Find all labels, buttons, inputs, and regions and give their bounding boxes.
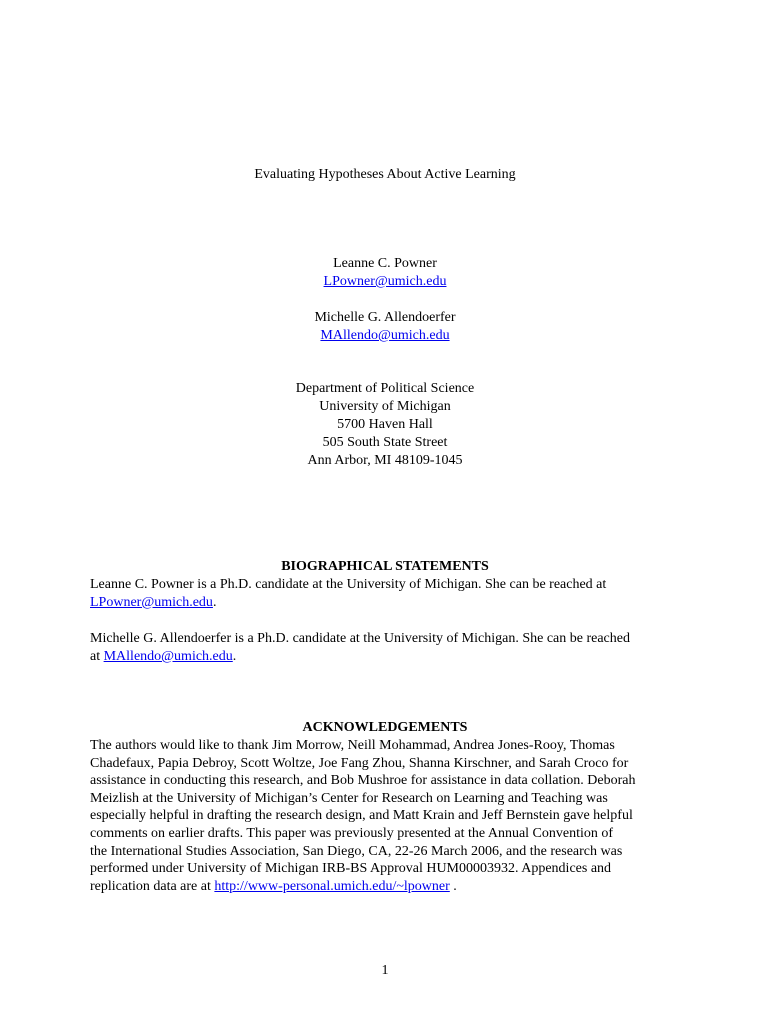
- author-1-email-link[interactable]: LPowner@umich.edu: [323, 274, 447, 289]
- ack-last-prefix: replication data are at: [90, 878, 211, 894]
- ack-line: performed under University of Michigan IRB-BS Approval HUM00003932. Appendices and: [90, 861, 612, 877]
- bio-p1-text: Leanne C. Powner is a Ph.D. candidate at the University of Michigan. She can be reached at: [90, 577, 607, 592]
- ack-paragraph: [90, 737, 680, 895]
- ack-line: The authors would like to thank Jim Morrow, Neill Mohammad, Andrea Jones-Rooy, Thomas: [90, 738, 615, 753]
- author-2-name: Michelle G. Allendoerfer: [314, 310, 456, 325]
- bio-p1-email-link[interactable]: LPowner@umich.edu: [90, 594, 213, 610]
- affiliation-university: University of Michigan: [319, 399, 451, 414]
- bio-heading: BIOGRAPHICAL STATEMENTS: [281, 559, 489, 574]
- bio-paragraph-2: [90, 630, 680, 665]
- author-1-email-row: [0, 273, 770, 291]
- ack-line: especially helpful in drafting the research design, and Matt Krain and Jeff Bernstein gave helpful: [90, 808, 633, 824]
- bio-p2-email-row: [90, 648, 680, 666]
- ack-line: comments on earlier drafts. This paper was previously presented at the Annual Convention of: [90, 825, 614, 841]
- bio-p2-text: Michelle G. Allendoerfer is a Ph.D. candidate at the University of Michigan. She can be reached: [90, 631, 630, 646]
- ack-line: Chadefaux, Papia Debroy, Scott Woltze, Joe Fang Zhou, Shanna Kirschner, and Sarah Croco for: [90, 755, 629, 771]
- ack-line: the International Studies Association, San Diego, CA, 22-26 March 2006, and the research was: [90, 843, 623, 859]
- bio-p1-period: .: [212, 594, 217, 610]
- author-1-name: Leanne C. Powner: [333, 256, 437, 271]
- replication-data-link[interactable]: http://www-personal.umich.edu/~lpowner: [214, 878, 450, 894]
- author-2-email-link[interactable]: MAllendo@umich.edu: [320, 328, 450, 343]
- ack-line: assistance in conducting this research, and Bob Mushroe for assistance in data collation. Deborah: [90, 773, 636, 789]
- ack-heading: ACKNOWLEDGEMENTS: [302, 720, 468, 735]
- bio-p2-email-link[interactable]: MAllendo@umich.edu: [103, 648, 233, 664]
- affiliation-building: 5700 Haven Hall: [337, 417, 433, 432]
- page-number: 1: [381, 963, 389, 978]
- ack-last-suffix: .: [453, 878, 457, 894]
- affiliation-department: Department of Political Science: [295, 381, 475, 396]
- author-2-email-row: [0, 327, 770, 345]
- ack-line: Meizlish at the University of Michigan’s Center for Research on Learning and Teaching was: [90, 790, 608, 806]
- ack-last-line: [90, 878, 680, 896]
- bio-p2-prefix: at: [90, 648, 101, 664]
- paper-title: Evaluating Hypotheses About Active Learning: [254, 167, 516, 182]
- affiliation-city: Ann Arbor, MI 48109-1045: [307, 453, 463, 468]
- bio-p1-email-row: [90, 594, 680, 612]
- bio-p2-period: .: [232, 648, 237, 664]
- bio-paragraph-1: [90, 576, 680, 611]
- affiliation-street: 505 South State Street: [322, 435, 448, 450]
